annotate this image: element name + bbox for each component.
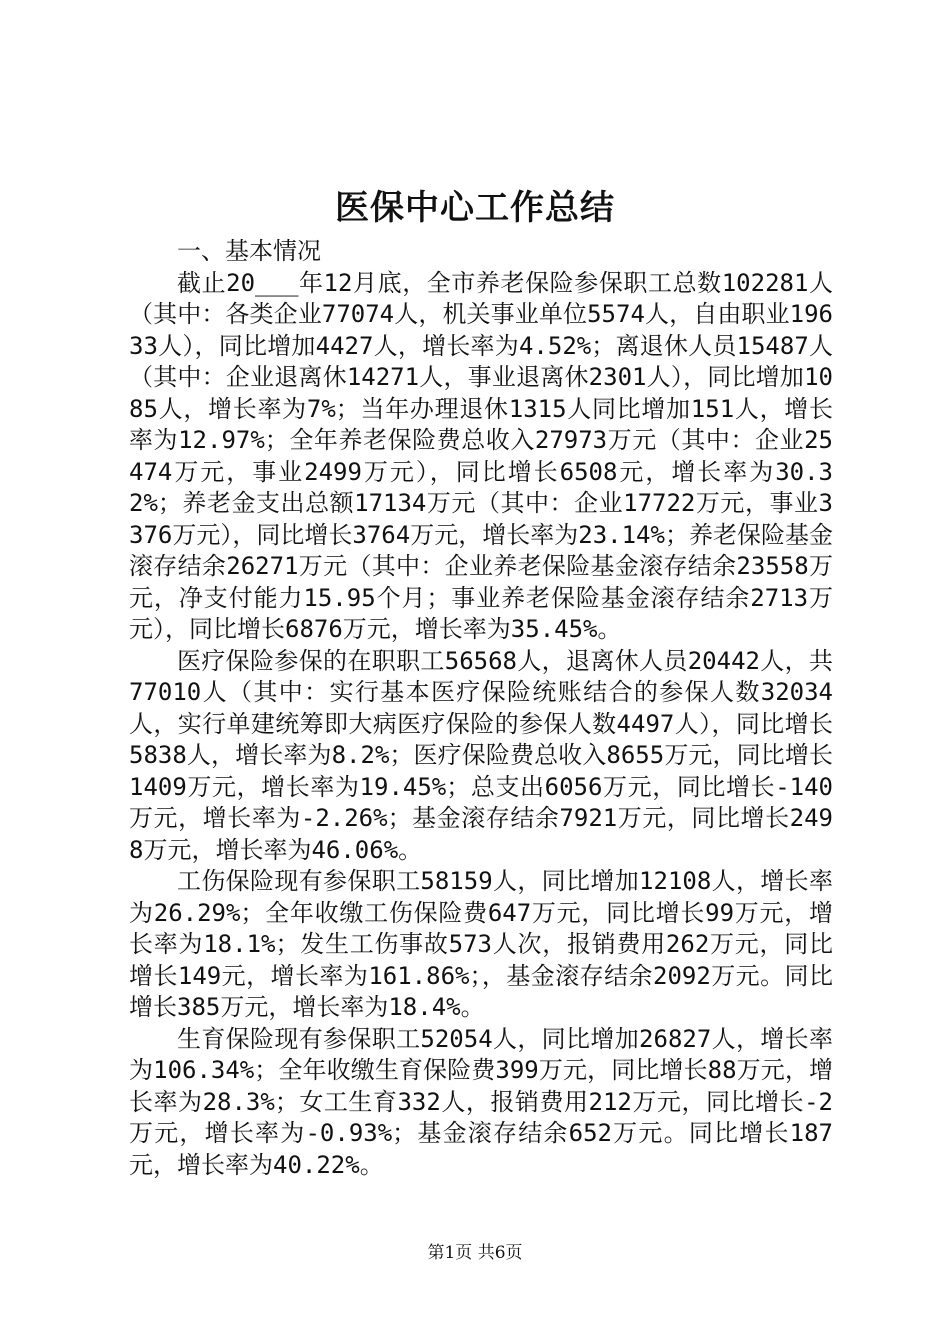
page-footer: 第1页 共6页 bbox=[427, 1243, 523, 1263]
paragraph-medical: 医疗保险参保的在职职工56568人，退离休人员20442人，共77010人（其中：实行基本医疗保险统账结合的参保人数32034人，实行单建统筹即大病医疗保险的参保人数4497人），同比增长5838人，增长率为8.2%；医疗保险费总收入8655万元，同比增长1409万元，增长率为19.45%；总支出6056万元，同比增长-140万元，增长率为-2.26%；基金滚存结余7921万元，同比增长2498万元，增长率为46.06%。 bbox=[129, 646, 833, 864]
paragraph-pension: 截止20___年12月底，全市养老保险参保职工总数102281人（其中：各类企业77074人，机关事业单位5574人，自由职业19633人），同比增加4427人，增长率为4.52%；离退休人员15487人（其中：企业退离休14271人，事业退离休2301人），同比增加1085人，增长率为7%；当年办理退休1315人同比增加151人，增长率为12.97%；全年养老保险费总收入27973万元（其中：企业25474万元，事业2499万元），同比增长6508元，增长率为30.32%；养老金支出总额17134万元（其中：企业17722万元，事业3376万元），同比增长3764万元，增长率为23.14%；养老保险基金滚存结余26271万元（其中：企业养老保险基金滚存结余23558万元，净支付能力15.95个月；事业养老保险基金滚存结余2713万元），同比增长6876万元，增长率为35.45%。 bbox=[129, 268, 833, 643]
section-heading: 一、基本情况 bbox=[177, 237, 321, 265]
paragraph-injury: 工伤保险现有参保职工58159人，同比增加12108人，增长率为26.29%；全年收缴工伤保险费647万元，同比增长99万元，增长率为18.1%；发生工伤事故573人次，报销费用262万元，同比增长149元，增长率为161.86%；，基金滚存结余2092万元。同比增长385万元，增长率为18.4%。 bbox=[129, 867, 833, 1021]
document-body bbox=[129, 236, 833, 1181]
document-title: 医保中心工作总结 bbox=[335, 188, 615, 228]
paragraph-maternity: 生育保险现有参保职工52054人，同比增加26827人，增长率为106.34%；全年收缴生育保险费399万元，同比增长88万元，增长率为28.3%；女工生育332人，报销费用212万元，同比增长-2万元，增长率为-0.93%；基金滚存结余652万元。同比增长187元，增长率为40.22%。 bbox=[129, 1024, 833, 1179]
